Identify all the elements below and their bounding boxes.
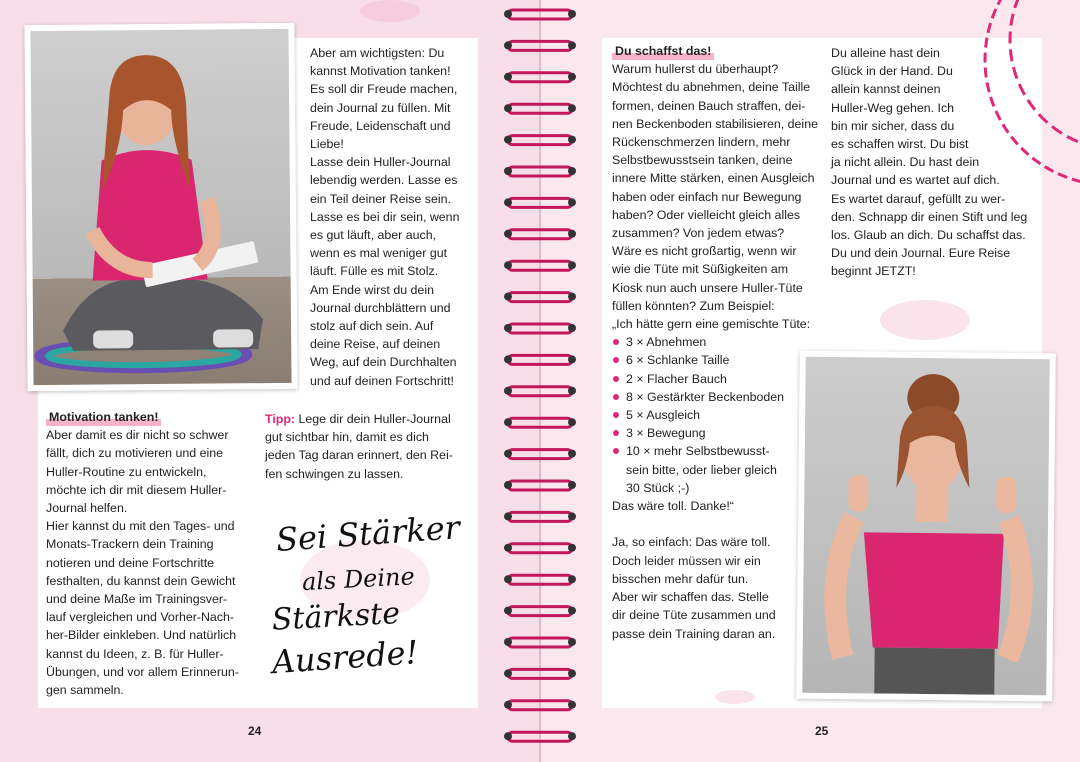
- text-line: Monats-Trackern dein Training: [46, 537, 214, 552]
- text-line: Es soll dir Freude machen,: [310, 82, 458, 97]
- text-line: deine Reise, auf deinen: [310, 337, 441, 352]
- text-line: lauf vergleichen und Vorher-Nach-: [46, 610, 235, 625]
- text-line: Möchtest du abnehmen, deine Taille: [612, 80, 811, 95]
- text-line: Glück in der Hand. Du: [831, 64, 953, 79]
- motivation-heading: Motivation tanken!: [46, 408, 161, 426]
- text-line: passe dein Training daran an.: [612, 626, 776, 641]
- text-line: Journal und es wartet auf dich.: [831, 173, 1000, 188]
- text-line: Wäre es nicht großartig, wenn wir: [612, 244, 797, 259]
- text-line: Hier kannst du mit den Tages- und: [46, 519, 235, 534]
- text-line: und deine Maße im Trainingsver-: [46, 592, 228, 607]
- text-line: Huller-Weg gehen. Ich: [831, 100, 955, 115]
- text-line: Journal durchblättern und: [310, 300, 451, 315]
- wish-list: [612, 333, 827, 497]
- text-line: dein Journal zu füllen. Mit: [310, 100, 451, 115]
- right-main-column: [612, 42, 827, 643]
- wish-list-item: [612, 370, 827, 388]
- quote-line-1: Sei Stärker: [274, 508, 462, 559]
- text-line: Am Ende wirst du dein: [310, 282, 434, 297]
- text-line: 3 × Abnehmen: [626, 335, 707, 350]
- text-line: formen, deinen Bauch straffen, dei-: [612, 98, 806, 113]
- page-number-left: 24: [248, 724, 262, 738]
- text-line: gen sammeln.: [46, 683, 124, 698]
- text-line: 3 × Bewegung: [626, 426, 706, 441]
- text-line: festhalten, du kannst dein Gewicht: [46, 573, 236, 588]
- wish-list-item: [612, 424, 827, 442]
- text-line: gut sichtbar hin, damit es dich: [265, 430, 429, 445]
- text-line: und auf deinen Fortschritt!: [310, 373, 454, 388]
- author-photo-writing: [24, 23, 297, 391]
- arm-left: [835, 517, 854, 657]
- spiral-binding: [500, 0, 580, 762]
- text-line: es gut läuft, aber auch,: [310, 228, 437, 243]
- text-line: bisschen mehr dafür tun.: [612, 571, 749, 586]
- woman-journaling-illustration: [30, 29, 291, 385]
- text-line: füllen könnten? Zum Beispiel:: [612, 298, 775, 313]
- text-line: beginnt JETZT!: [831, 264, 916, 279]
- text-line: Weg, auf dein Durchhalten: [310, 355, 457, 370]
- text-line: den. Schnapp dir einen Stift und leg: [831, 209, 1028, 224]
- text-line: 5 × Ausgleich: [626, 408, 701, 423]
- text-line: Rückenschmerzen lindern, mehr: [612, 135, 791, 150]
- arm-right: [1008, 519, 1023, 659]
- text-line: Lege dir dein Huller-Journal: [295, 412, 451, 426]
- text-line: lebendig werden. Lasse es: [310, 173, 458, 188]
- quote-line-3: Stärkste: [270, 596, 401, 638]
- tipp-box: [265, 410, 475, 483]
- after-bullets-text: Das wäre toll. Danke!“: [612, 499, 734, 514]
- quote-line-2: als Deine: [301, 562, 416, 597]
- wish-list-item: [612, 351, 827, 369]
- text-line: wie die Tüte mit Süßigkeiten am: [612, 262, 789, 277]
- text-line: Lasse dein Huller-Journal: [310, 155, 451, 170]
- text-line: wenn es mal weniger gut: [310, 246, 448, 261]
- text-line: Aber damit es dir nicht so schwer: [46, 428, 229, 443]
- text-line: Freude, Leidenschaft und: [310, 118, 451, 133]
- text-line: Es wartet darauf, gefüllt zu wer-: [831, 191, 1006, 206]
- wish-list-item: [612, 333, 827, 351]
- text-line: innere Mitte stärken, einen Ausgleich: [612, 171, 815, 186]
- sneaker-left: [93, 330, 133, 348]
- text-line: 30 Stück ;-): [626, 480, 690, 495]
- thumb-left: [848, 475, 868, 511]
- text-line: Warum hullerst du überhaupt?: [612, 62, 779, 77]
- text-line: möchte ich dir mit diesem Huller-: [46, 482, 227, 497]
- right-side-column: [831, 44, 1041, 281]
- jeans: [874, 647, 994, 694]
- text-line: 6 × Schlanke Taille: [626, 353, 730, 368]
- text-line: „Ich hätte gern eine gemischte Tüte:: [612, 317, 811, 332]
- woman-thumbs-up-illustration: [802, 357, 1050, 696]
- text-line: Doch leider müssen wir ein: [612, 553, 761, 568]
- text-line: Aber am wichtigsten: Du: [310, 46, 445, 60]
- text-line: 10 × mehr Selbstbewusst-: [626, 444, 770, 459]
- text-line: Liebe!: [310, 137, 344, 152]
- du-schaffst-heading: Du schaffst das!: [612, 42, 714, 60]
- text-line: 8 × Gestärkter Beckenboden: [626, 389, 785, 404]
- text-line: zusammen? Von jedem etwas?: [612, 226, 785, 241]
- text-line: Kiosk nun auch unsere Huller-Tüte: [612, 280, 803, 295]
- tipp-body: [265, 410, 475, 483]
- right-page: [540, 0, 1080, 762]
- tipp-label: Tipp:: [265, 412, 296, 426]
- sneaker-right: [213, 329, 253, 347]
- text-line: haben? Oder vielleicht gleich alles: [612, 207, 801, 222]
- text-line: Huller-Routine zu entwickeln,: [46, 464, 207, 479]
- text-line: los. Glaub an dich. Du schaffst das.: [831, 228, 1026, 243]
- text-line: kannst Motivation tanken!: [310, 64, 451, 79]
- text-line: sein bitte, oder lieber gleich: [626, 462, 777, 477]
- text-line: stolz auf dich sein. Auf: [310, 319, 434, 334]
- text-line: Journal helfen.: [46, 501, 128, 516]
- text-line: Selbstbewusstsein tanken, deine: [612, 153, 793, 168]
- text-line: Aber wir schaffen das. Stelle: [612, 590, 769, 605]
- author-photo-thumbs-up: [796, 351, 1056, 702]
- text-line: fen schwingen zu lassen.: [265, 466, 404, 481]
- paint-splash: [360, 0, 420, 22]
- quote-line-4: Ausrede!: [270, 633, 420, 682]
- text-line: dir deine Tüte zusammen und: [612, 608, 776, 623]
- intro-body: [612, 60, 827, 333]
- paint-splash-right: [880, 300, 970, 340]
- text-line: bin mir sicher, dass du: [831, 118, 955, 133]
- text-line: Lasse es bei dir sein, wenn: [310, 209, 460, 224]
- text-line: Übungen, und vor allem Erinnerun-: [46, 664, 239, 679]
- closing-body: [612, 533, 827, 642]
- motivation-body: [46, 426, 251, 699]
- left-intro-column: [310, 44, 480, 390]
- text-line: her-Bilder einkleben. Und natürlich: [46, 628, 237, 643]
- pink-top: [863, 532, 1004, 648]
- paint-splash-bottom: [715, 690, 755, 704]
- text-line: kannst du Ideen, z. B. für Huller-: [46, 646, 224, 661]
- thumb-right: [996, 477, 1016, 513]
- wish-list-item: [612, 442, 827, 497]
- text-line: ja nicht allein. Du hast dein: [831, 155, 980, 170]
- text-line: notieren und deine Fortschritte: [46, 555, 215, 570]
- neck: [916, 486, 948, 522]
- text-line: 2 × Flacher Bauch: [626, 371, 727, 386]
- text-line: allein kannst deinen: [831, 82, 941, 97]
- text-line: nen Beckenboden stabilisieren, deine: [612, 116, 818, 131]
- text-line: ein Teil deiner Reise sein.: [310, 191, 451, 206]
- text-line: fällt, dich zu motivieren und eine: [46, 446, 224, 461]
- wish-list-item: [612, 388, 827, 406]
- text-line: haben oder einfach nur Bewegung: [612, 189, 802, 204]
- handwritten-quote: [262, 495, 462, 685]
- text-line: es schaffen wirst. Du bist: [831, 137, 969, 152]
- wish-list-item: [612, 406, 827, 424]
- text-line: Ja, so einfach: Das wäre toll.: [612, 535, 771, 550]
- text-line: Du alleine hast dein: [831, 46, 940, 60]
- page-number-right: 25: [815, 724, 829, 738]
- text-line: läuft. Fülle es mit Stolz.: [310, 264, 439, 279]
- motivation-section: [46, 408, 251, 699]
- text-line: jeden Tag daran erinnert, den Rei-: [265, 448, 453, 463]
- text-line: Du und dein Journal. Eure Reise: [831, 246, 1011, 261]
